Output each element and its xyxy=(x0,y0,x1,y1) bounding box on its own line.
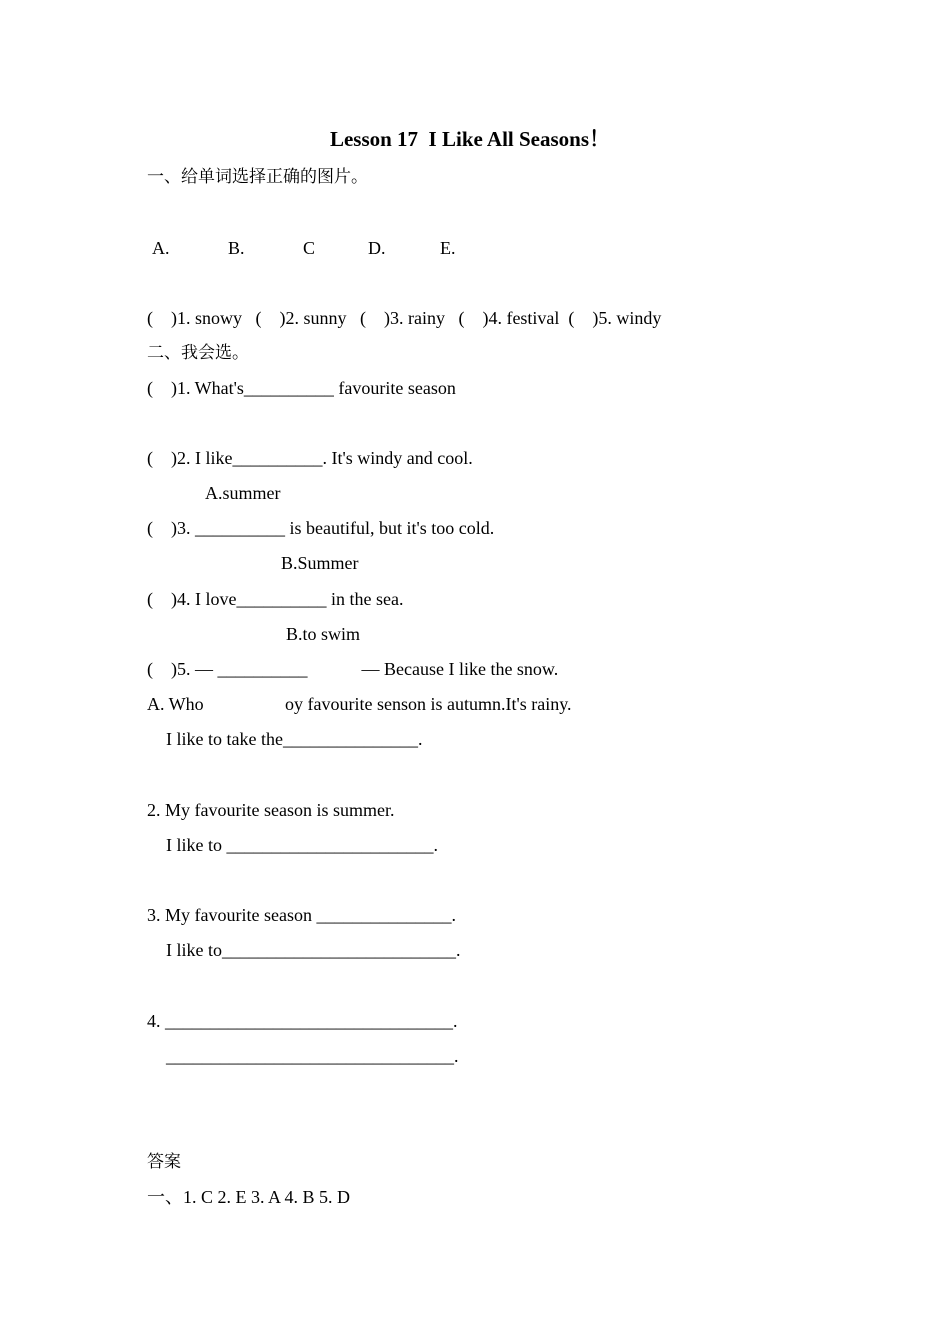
answers-line-1: 一、1. C 2. E 3. A 4. B 5. D xyxy=(147,1187,351,1207)
question-2: ( )2. I like__________. It's windy and cool. xyxy=(147,448,473,468)
writing-4-line-1: 4. ________________________________. xyxy=(147,1011,458,1031)
question-3: ( )3. __________ is beautiful, but it's too cold. xyxy=(147,518,495,538)
picture-label-e: E. xyxy=(440,238,456,258)
section2-heading: 二、我会选。 xyxy=(147,343,249,363)
writing-2-line: I like to _______________________. xyxy=(166,835,438,855)
picture-label-d: D. xyxy=(368,238,386,258)
picture-label-a: A. xyxy=(152,238,170,258)
question-1: ( )1. What's__________ favourite season xyxy=(147,378,456,398)
question-4: ( )4. I love__________ in the sea. xyxy=(147,589,404,609)
writing-1-line: I like to take the_______________. xyxy=(166,729,423,749)
writing-3-line: I like to__________________________. xyxy=(166,940,461,960)
writing-4-line-2: ________________________________. xyxy=(166,1046,459,1066)
picture-label-b: B. xyxy=(228,238,245,258)
picture-label-c: C xyxy=(303,238,316,258)
writing-1-prompt: oy favourite senson is autumn.It's rainy. xyxy=(285,694,572,714)
question-2-option: A.summer xyxy=(205,483,281,503)
question-5-option: A. Who xyxy=(147,694,204,714)
writing-3-prompt: 3. My favourite season _______________. xyxy=(147,905,456,925)
writing-2-prompt: 2. My favourite season is summer. xyxy=(147,800,395,820)
answers-heading: 答案 xyxy=(147,1152,181,1172)
question-5: ( )5. — __________ — Because I like the snow. xyxy=(147,659,559,679)
question-4-option: B.to swim xyxy=(286,624,361,644)
question-3-option: B.Summer xyxy=(281,553,359,573)
section1-heading: 一、给单词选择正确的图片。 xyxy=(147,167,368,187)
page-title: Lesson 17 I Like All Seasons！ xyxy=(329,127,611,151)
section1-items: ( )1. snowy ( )2. sunny ( )3. rainy ( )4. festival ( )5. windy xyxy=(147,308,662,328)
